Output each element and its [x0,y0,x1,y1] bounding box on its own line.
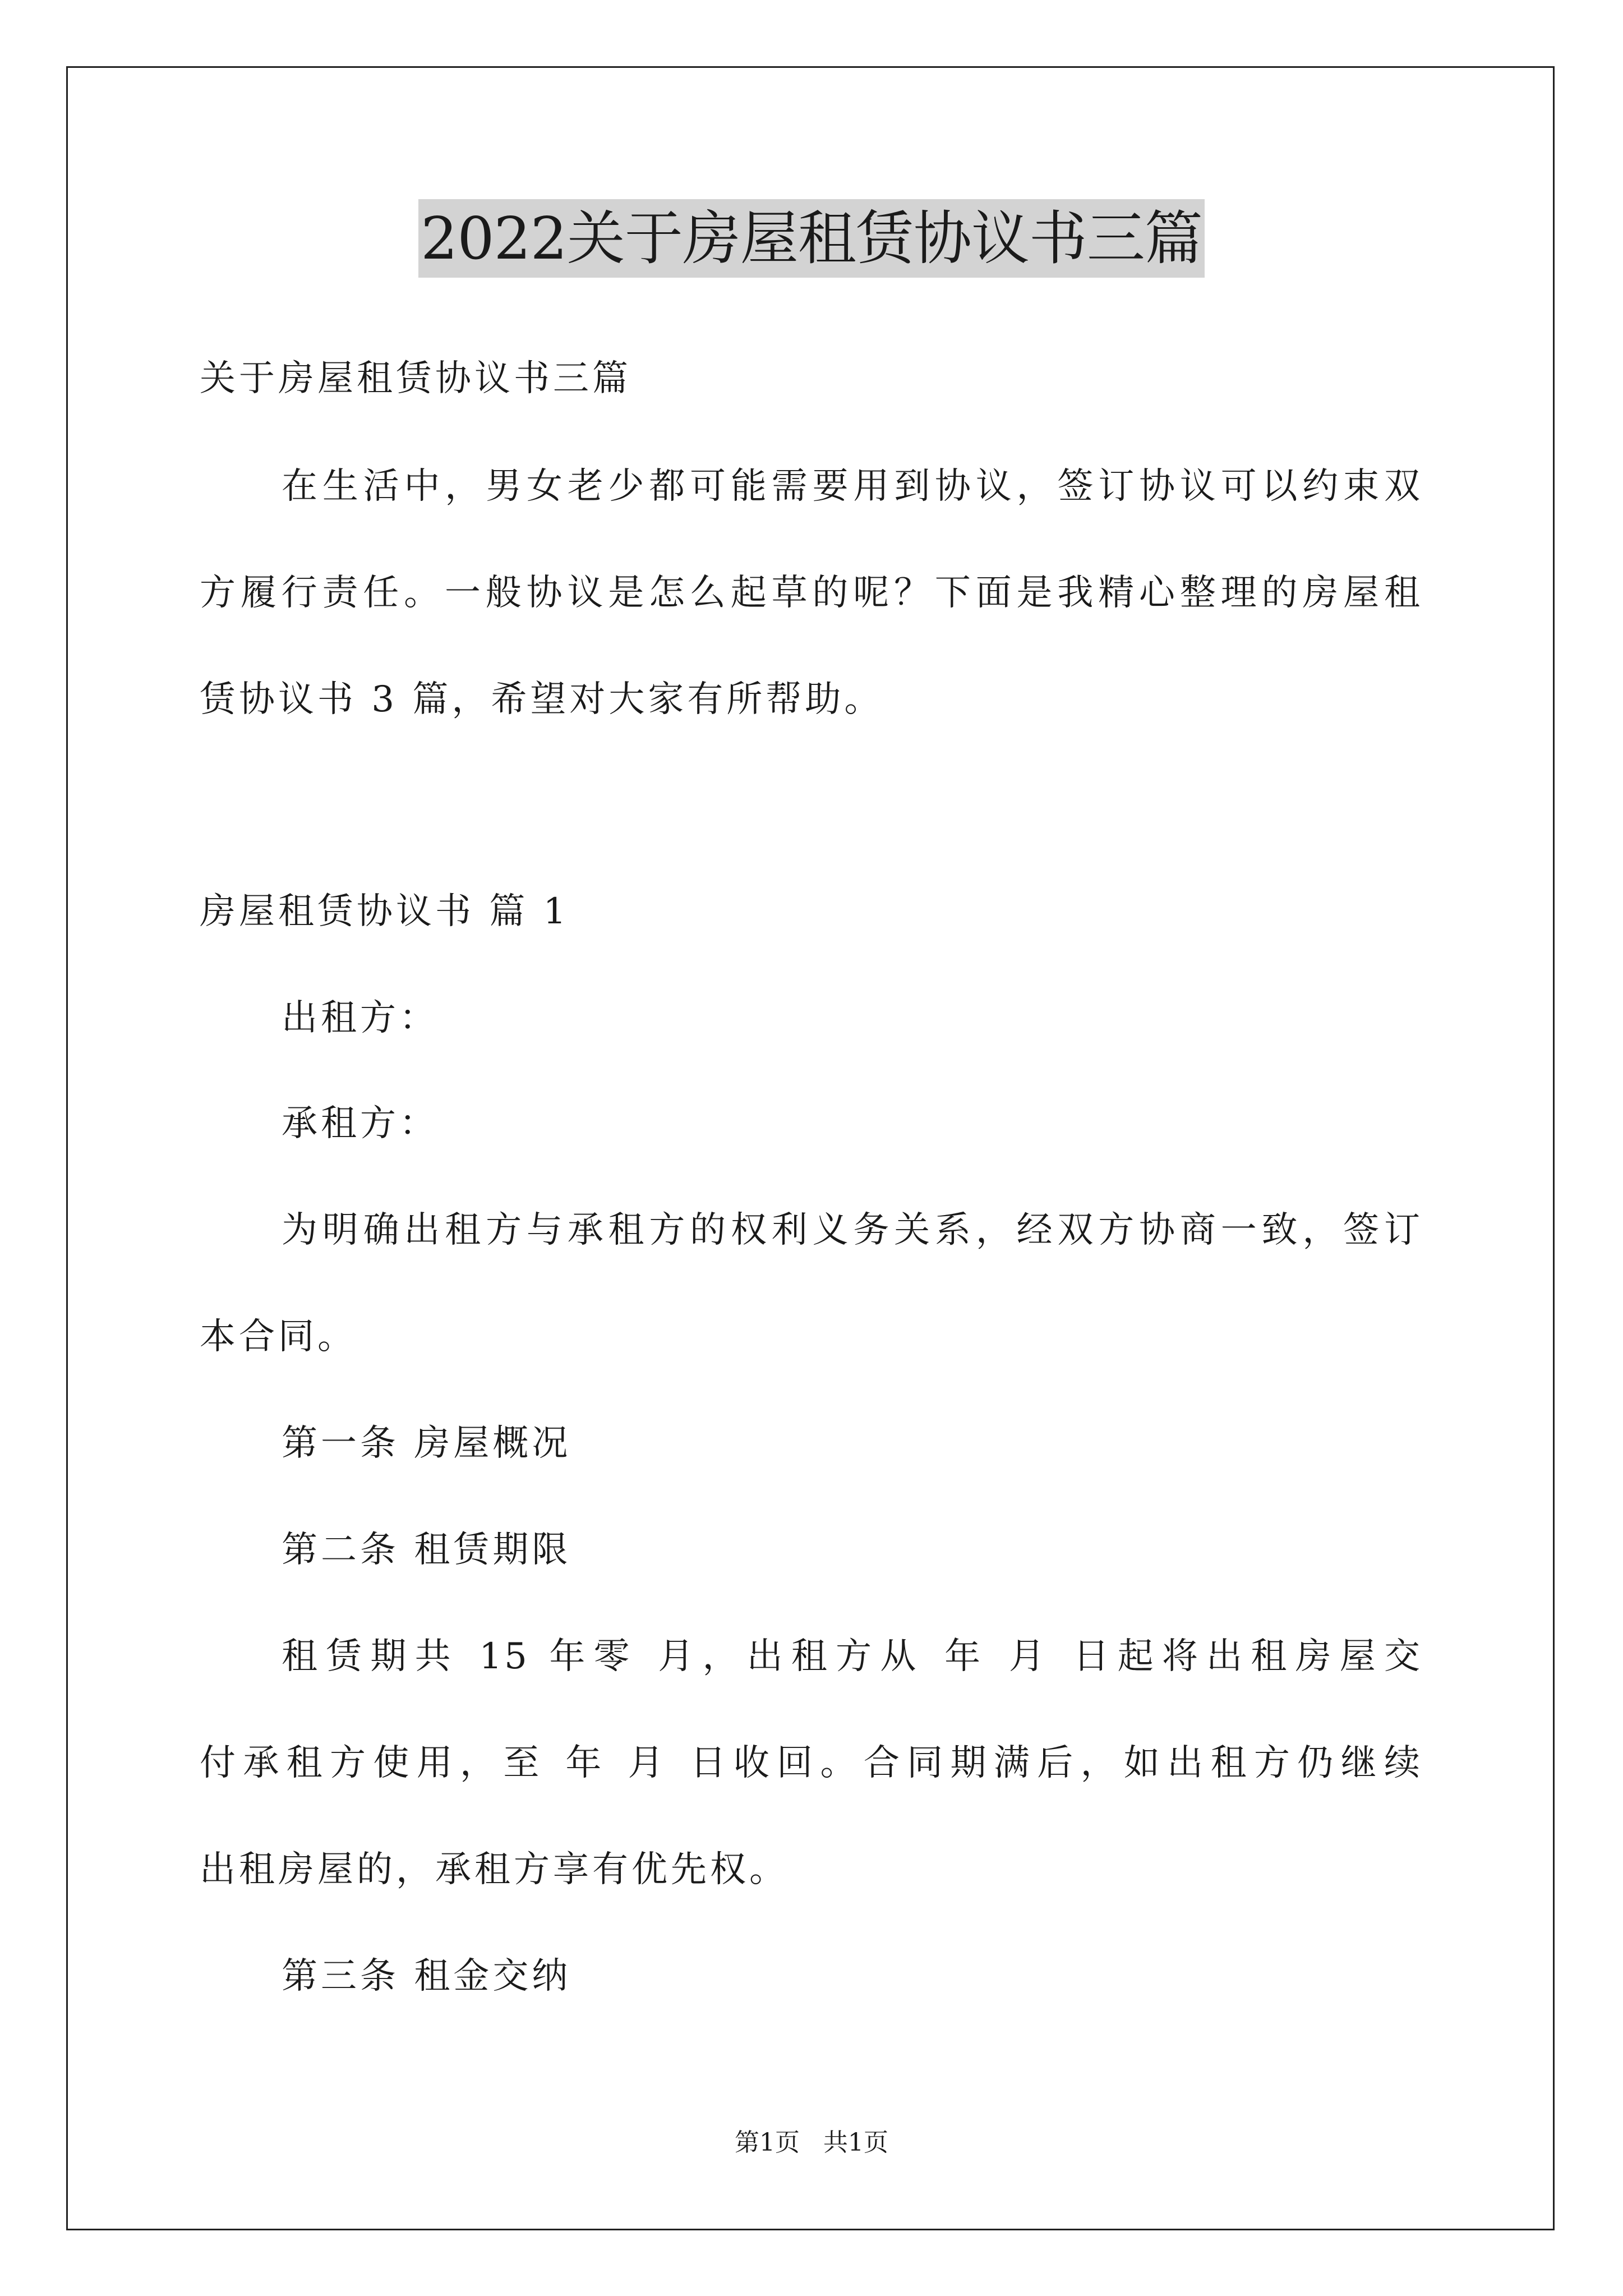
document-title: 2022关于房屋租赁协议书三篇 [418,199,1205,278]
article-3-heading: 第三条 租金交纳 [282,1955,571,1997]
purpose-line-2: 本合同。 [200,1316,357,1358]
section-heading-1: 房屋租赁协议书 篇 1 [200,891,570,932]
lessee-label: 承租方： [282,1103,439,1144]
lessor-label: 出租方： [282,997,439,1039]
term-line-1: 租赁期共 15 年零 月，出租方从 年 月 日起将出租房屋交 [282,1636,1422,1677]
term-line-2: 付承租方使用，至 年 月 日收回。合同期满后，如出租方仍继续 [200,1742,1422,1784]
purpose-line-1: 为明确出租方与承租方的权利义务关系，经双方协商一致，签订 [282,1209,1422,1251]
intro-line-2: 方履行责任。一般协议是怎么起草的呢？下面是我精心整理的房屋租 [200,572,1422,614]
intro-line-1: 在生活中，男女老少都可能需要用到协议，签订协议可以约束双 [282,466,1422,507]
term-line-3: 出租房屋的，承租方享有优先权。 [200,1849,789,1890]
title-container [0,199,1623,278]
subtitle-line: 关于房屋租赁协议书三篇 [200,358,631,399]
article-2-heading: 第二条 租赁期限 [282,1529,571,1571]
article-1-heading: 第一条 房屋概况 [282,1423,571,1464]
page-number-footer: 第1页 共1页 [735,2128,888,2157]
intro-line-3: 赁协议书 3 篇，希望对大家有所帮助。 [200,679,884,720]
